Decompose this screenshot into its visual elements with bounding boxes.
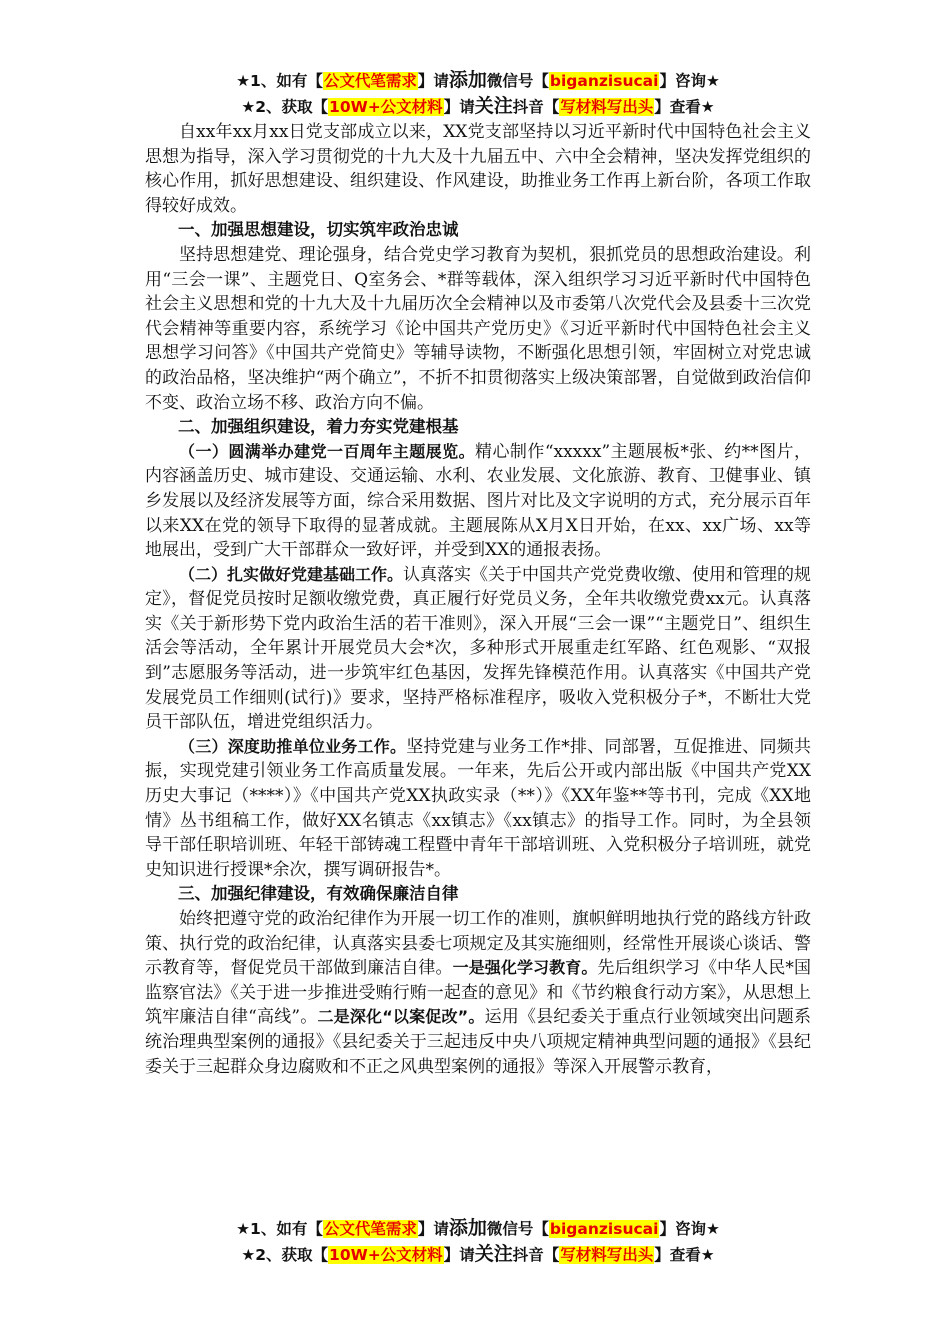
section-2-2-title: （二）扎实做好党建基础工作。 (179, 564, 404, 584)
highlight-wechat-id: biganzisucai (549, 72, 659, 90)
footer-banner-line-2: ★2、获取【10W+公文材料】请关注抖音【写材料写出头】查看★ (241, 1243, 715, 1265)
section-2-3-paragraph: （三）深度助推单位业务工作。坚持党建与业务工作*排、同部署，互促推进、同频共振，实现党建引领业务工作高质量发展。一年来，先后公开或内部出版《中国共产党XX历史大事记（****）》《中国共产党XX执政实录（**）》《XX年鉴**等书刊，完成《XX地情》丛书组稿工作，做好XX名镇志《xx镇志》《xx镇志》的指导工作。同时，为全县领导干部任职培训班、年轻干部铸魂工程暨中青年干部培训班、入党积极分子培训班，就党史知识进行授课*余次，撰写调研报告*。 (145, 736, 811, 880)
section-3-point-1: 一是强化学习教育。 (452, 958, 598, 978)
section-3-paragraph: 始终把遵守党的政治纪律作为开展一切工作的准则，旗帜鲜明地执行党的路线方针政策、执行党的政治纪律，认真落实县委七项规定及其实施细则，经常性开展谈心谈话、警示教育等，督促党员干部做到廉洁自律。一是强化学习教育。先后组织学习《中华人民*国监察官法》《关于进一步推进受贿行贿一起查的意见》和《节约粮食行动方案》，从思想上筑牢廉洁自律“高线”。二是深化“以案促改”。运用《县纪委关于重点行业领域突出问题系统治理典型案例的通报》《县纪委关于三起违反中央八项规定精神典型问题的通报》《县纪委关于三起群众身边腐败和不正之风典型案例的通报》等深入开展警示教育， (145, 909, 811, 1077)
footer-banner-line-1: ★1、如有【公文代笔需求】请添加微信号【biganzisucai】咨询★ (236, 1217, 720, 1239)
section-1-heading: 一、加强思想建设，切实筑牢政治忠诚 (178, 220, 459, 240)
section-2-1-title: （一）圆满举办建党一百周年主题展览。 (179, 441, 476, 461)
section-3-point-2: 二是深化“以案促改”。 (317, 1007, 485, 1027)
highlight-service: 公文代笔需求 (323, 72, 417, 90)
header-banner-line-2: ★2、获取【10W+公文材料】请关注抖音【写材料写出头】查看★ (241, 95, 715, 117)
highlight-materials: 10W+公文材料 (329, 98, 443, 116)
section-2-heading: 二、加强组织建设，着力夯实党建根基 (178, 417, 459, 437)
document-page (145, 68, 811, 1079)
footer-banner (145, 1216, 811, 1268)
header-banner-line-1: ★1、如有【公文代笔需求】请添加微信号【biganzisucai】咨询★ (236, 69, 720, 91)
section-3-heading: 三、加强纪律建设，有效确保廉洁自律 (178, 884, 459, 904)
section-2-3-title: （三）深度助推单位业务工作。 (179, 736, 407, 756)
section-2-1-paragraph: （一）圆满举办建党一百周年主题展览。精心制作“xxxxx”主题展板*张、约**图片，内容涵盖历史、城市建设、交通运输、水利、农业发展、文化旅游、教育、卫健事业、镇乡发展以及经济发展等方面，综合采用数据、图片对比及文字说明的方式，充分展示百年以来XX在党的领导下取得的显著成就。主题展陈从X月X日开始，在xx、xx广场、xx等地展出，受到广大干部群众一致好评，并受到XX的通报表扬。 (145, 441, 811, 561)
section-1-paragraph: 坚持思想建党、理论强身，结合党史学习教育为契机，狠抓党员的思想政治建设。利用“三会一课”、主题党日、Q室务会、*群等载体，深入组织学习习近平新时代中国特色社会主义思想和党的十九大及十九届历次全会精神以及市委第八次党代会及县委十三次党代会精神等重要内容，系统学习《论中国共产党历史》《习近平新时代中国特色社会主义思想学习问答》《中国共产党简史》等辅导读物，不断强化思想引领，牢固树立对党忠诚的政治品格，坚决维护“两个确立”，不折不扣贯彻落实上级决策部署，自觉做到政治信仰不变、政治立场不移、政治方向不偏。 (145, 244, 811, 413)
highlight-douyin: 写材料写出头 (560, 98, 654, 116)
section-2-2-paragraph: （二）扎实做好党建基础工作。认真落实《关于中国共产党党费收缴、使用和管理的规定》，督促党员按时足额收缴党费，真正履行好党员义务，全年共收缴党费xx元。认真落实《关于新形势下党内政治生活的若干准则》，深入开展“三会一课”“主题党日”、组织生活会等活动，全年累计开展党员大会*次，多种形式开展重走红军路、红色观影、“双报到”志愿服务等活动，进一步筑牢红色基因，发挥先锋模范作用。认真落实《中国共产党发展党员工作细则(试行)》要求，坚持严格标准程序，吸收入党积极分子*，不断壮大党员干部队伍，增进党组织活力。 (145, 564, 812, 733)
intro-paragraph: 自xx年xx月xx日党支部成立以来，XX党支部坚持以习近平新时代中国特色社会主义思想为指导，深入学习贯彻党的十九大及十九届五中、六中全会精神，坚决发挥党组织的核心作用，抓好思想建设、组织建设、作风建设，助推业务工作再上新台阶，各项工作取得较好成效。 (145, 122, 811, 216)
